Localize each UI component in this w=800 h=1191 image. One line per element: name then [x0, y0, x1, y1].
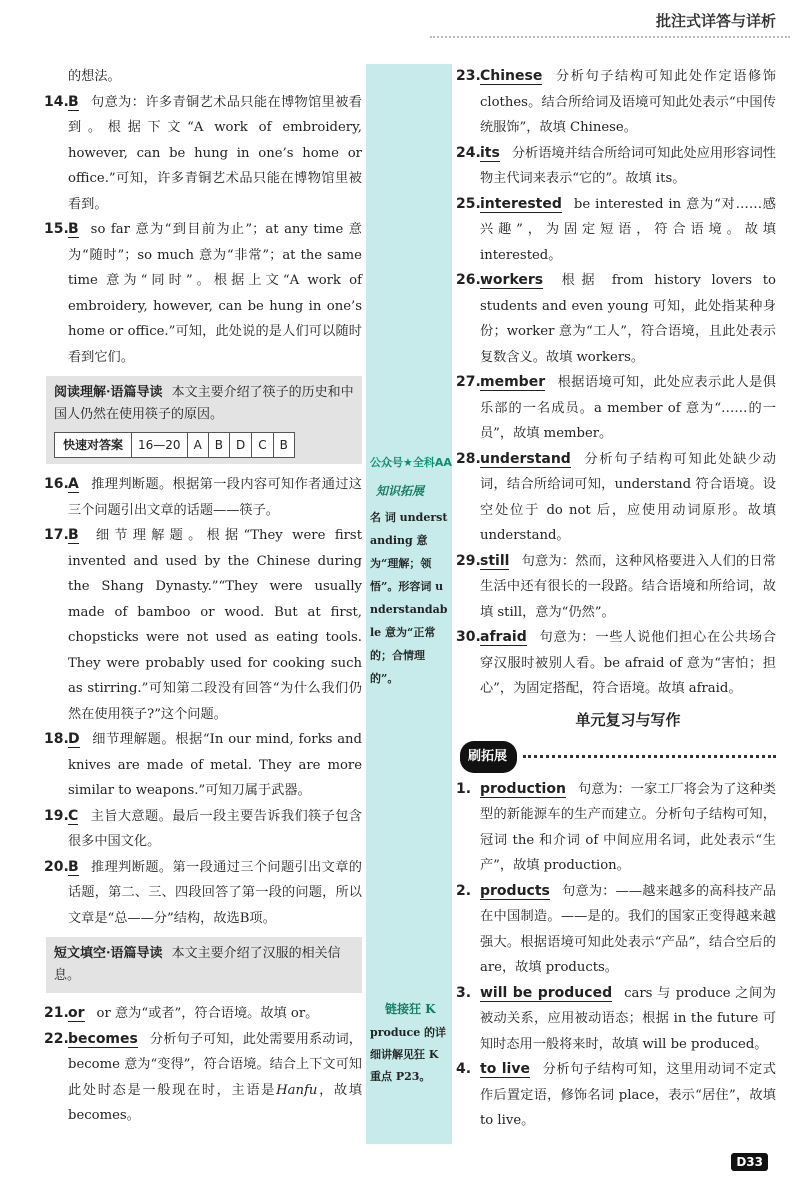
answer-item-19	[44, 804, 362, 855]
item-answer: becomes	[68, 1030, 138, 1047]
left-column	[46, 64, 362, 1129]
answer-item-1	[456, 777, 776, 879]
item-text: 分析句子可知，此处需要用系动词，become 意为“变得”，符合语境。结合上下文可知此处时态是一般现在时，主语是	[68, 1031, 362, 1098]
item-text: 句意为：一些人说他们担心在公共场合穿汉服时被别人看。be afraid of 意为“害怕；担心”，为固定搭配，符合语境。故填 afraid。	[480, 630, 776, 696]
answer-item-28	[456, 447, 776, 549]
answer-item-25	[456, 192, 776, 269]
item-number: 4.	[456, 1061, 472, 1077]
sidebar-link-body: produce 的详细讲解见狂 K 重点 P23。	[370, 1026, 447, 1083]
practice-banner	[460, 741, 776, 773]
item-answer: will be produced	[480, 984, 613, 1001]
item-number: 19.	[44, 807, 69, 824]
item-answer: Chinese	[480, 68, 543, 84]
item-text: cars 与 produce 之间为被动关系，应用被动语态；根据 in the future 可知时态用一般将来时，故填 will be produced。	[480, 985, 776, 1052]
item-tail: ，故填 becomes。	[68, 1082, 363, 1123]
item-answer: A	[68, 476, 79, 492]
item-answer: to live	[480, 1061, 530, 1077]
quick-answer: B	[273, 433, 294, 458]
item-answer: B	[68, 527, 79, 543]
item-number: 30.	[456, 629, 481, 645]
item-answer: afraid	[480, 629, 527, 645]
item-answer: C	[68, 807, 79, 824]
section-title: 短文填空·语篇导读	[54, 946, 163, 961]
answer-item-24	[456, 141, 776, 192]
answer-item-18	[44, 727, 362, 804]
item-number: 18.	[44, 731, 69, 747]
dotted-divider	[523, 755, 776, 758]
item-text: 细节理解题。根据“In our mind, forks and knives are made of metal. They are more similar to weapons.”可知刀属于武器。	[68, 732, 362, 798]
sidebar-link-title: 链接狂 K	[385, 1002, 436, 1016]
item-text: 细节理解题。根据“They were first invented and used by the Chinese during the Shang Dynasty.”“They were usually made of bamboo or wood. But at first, chopsticks were not used as eating tools. They were probably used for cooking such as stirring.”可知第二段没有回答“为什么我们仍然在使用筷子?”这个问题。	[68, 528, 362, 722]
item-number: 25.	[456, 195, 481, 212]
section-cloze	[46, 937, 362, 993]
item-answer: its	[480, 144, 500, 161]
section-desc: 本文主要介绍了筷子的历史和中国人仍然在使用筷子的原因。	[54, 385, 354, 422]
item-text: be interested in 意为“对……感兴趣”，为固定短语，符合语境。故填 interested。	[480, 196, 776, 263]
item-text: 句意为：然而，这种风格要进入人们的日常生活中还有很长的一段路。结合语境和所给词，故填 still，意为“仍然”。	[480, 553, 776, 620]
lead-text: 的想法。	[68, 69, 121, 84]
item-text: 分析句子结构可知，这里用动词不定式作后置定语，修饰名词 place，表示“居住”，故填 to live。	[480, 1062, 776, 1128]
item-text: so far 意为“到目前为止”；at any time 意为“随时”；so much 意为“非常”；at the same time 意为“同时”。根据上文“A work of embroidery, however, can be hung in one’s home or office.”可知，此处说的是人们可以随时看到它们。	[68, 222, 362, 365]
item-number: 21.	[44, 1005, 69, 1021]
item-text: 根据 from history lovers to students and even young 可知，此处指某种身份；worker 意为“工人”，符合语境，且此处表示复数含义。故填 workers。	[480, 273, 776, 365]
item-answer: or	[68, 1005, 85, 1021]
item-number: 15.	[44, 221, 69, 237]
item-number: 22.	[44, 1030, 69, 1047]
item-number: 16.	[44, 476, 69, 492]
answer-item-4	[456, 1057, 776, 1134]
answer-item-2	[456, 879, 776, 981]
item-number: 3.	[456, 984, 472, 1001]
practice-badge: 刷拓展	[460, 741, 517, 773]
item-answer: interested	[480, 195, 562, 212]
quick-label: 快速对答案	[55, 433, 132, 458]
item-answer: D	[68, 731, 80, 747]
item-number: 26.	[456, 272, 481, 288]
quick-range: 16—20	[132, 433, 188, 458]
answer-item-23	[456, 64, 776, 141]
sidebar-title: 知识拓展	[376, 484, 425, 498]
sidebar-tag: 公众号★全科AA	[370, 456, 452, 469]
item-text: 主旨大意题。最后一段主要告诉我们筷子包含很多中国文化。	[68, 808, 362, 849]
quick-answer: A	[187, 433, 208, 458]
item-number: 1.	[456, 780, 472, 797]
item-number: 2.	[456, 882, 472, 899]
section-title: 阅读理解·语篇导读	[54, 385, 163, 400]
item-number: 28.	[456, 450, 481, 467]
answer-item-3	[456, 981, 776, 1058]
item-text: 推理判断题。根据第一段内容可知作者通过这三个问题引出文章的话题——筷子。	[68, 477, 362, 518]
item-answer: production	[480, 780, 566, 797]
answer-item-20	[44, 855, 362, 932]
quick-answer: C	[252, 433, 273, 458]
item-number: 23.	[456, 68, 481, 84]
item-answer: B	[68, 93, 79, 110]
section-heading: 单元复习与写作	[575, 710, 681, 729]
answer-item-22	[44, 1027, 363, 1129]
item-answer: workers	[480, 272, 544, 288]
item-text: 句意为：——越来越多的高科技产品在中国制造。——是的。我们的国家正变得越来越强大。根据语境可知此处表示“产品”，结合空后的 are，故填 products。	[480, 883, 776, 975]
item-text: 句意为：一家工厂将会为了这种类型的新能源车的生产而建立。分析句子结构可知，冠词 the 和介词 of 中间应用名词，此处表示“生产”，故填 production。	[480, 781, 776, 873]
answer-item-30	[456, 625, 776, 702]
item-number: 14.	[44, 93, 69, 110]
item-number: 17.	[44, 527, 69, 543]
right-column	[456, 64, 776, 1134]
page-header-title: 批注式详答与详析	[655, 12, 776, 30]
item-text: 分析句子结构可知此处缺少动词，结合所给词可知，understand 符合语境。设空处位于 do not 后，应使用动词原形。故填 understand。	[480, 451, 776, 543]
answer-item-17	[44, 523, 362, 727]
answer-item-29	[456, 549, 776, 626]
item-number: 27.	[456, 374, 481, 390]
item-text: 分析语境并结合所给词可知此处应用形容词性物主代词来表示“它的”。故填 its。	[480, 145, 776, 186]
item-answer: B	[68, 858, 79, 875]
item-text: 根据语境可知，此处应表示此人是俱乐部的一名成员。a member of 意为“……的一员”，故填 member。	[480, 375, 776, 441]
item-answer: understand	[480, 450, 571, 467]
section-guide-reading	[46, 376, 362, 464]
answer-item-21	[44, 1001, 362, 1027]
item-text: 分析句子结构可知此处作定语修饰 clothes。结合所给词及语境可知此处表示“中国传统服饰”，故填 Chinese。	[480, 69, 776, 135]
header-divider	[430, 36, 790, 38]
answer-item-27	[456, 370, 776, 447]
item-answer: B	[68, 221, 79, 237]
quick-answer: D	[230, 433, 252, 458]
item-answer: still	[480, 552, 510, 569]
item-number: 24.	[456, 144, 481, 161]
item-number: 29.	[456, 552, 481, 569]
item-text: or 意为“或者”，符合语境。故填 or。	[96, 1006, 319, 1021]
answer-item-16	[44, 472, 362, 523]
item-text: 推理判断题。第一段通过三个问题引出文章的话题，第二、三、四段回答了第一段的问题，所以文章是“总——分”结构，故选B项。	[68, 859, 362, 926]
answer-item-14	[44, 90, 362, 218]
sidebar-body: 名 词 understanding 意为“理解；领悟”。形容词 understandable 意为“正常的；合情理的”。	[370, 511, 448, 685]
item-number: 20.	[44, 858, 69, 875]
quick-answer-table	[54, 432, 295, 458]
quick-answer: B	[208, 433, 229, 458]
answer-item-26	[456, 268, 776, 370]
page-number-badge: D33	[731, 1153, 768, 1171]
answer-item-15	[44, 217, 362, 370]
section-desc: 本文主要介绍了汉服的相关信息。	[54, 946, 341, 983]
item-text: 句意为：许多青铜艺术品只能在博物馆里被看到。根据下文“A work of embroidery, however, can be hung in one’s home or office.”可知，许多青铜艺术品只能在博物馆里被看到。	[68, 94, 362, 212]
item-italic: Hanfu	[276, 1082, 318, 1098]
item-answer: products	[480, 882, 550, 899]
item-answer: member	[480, 374, 546, 390]
